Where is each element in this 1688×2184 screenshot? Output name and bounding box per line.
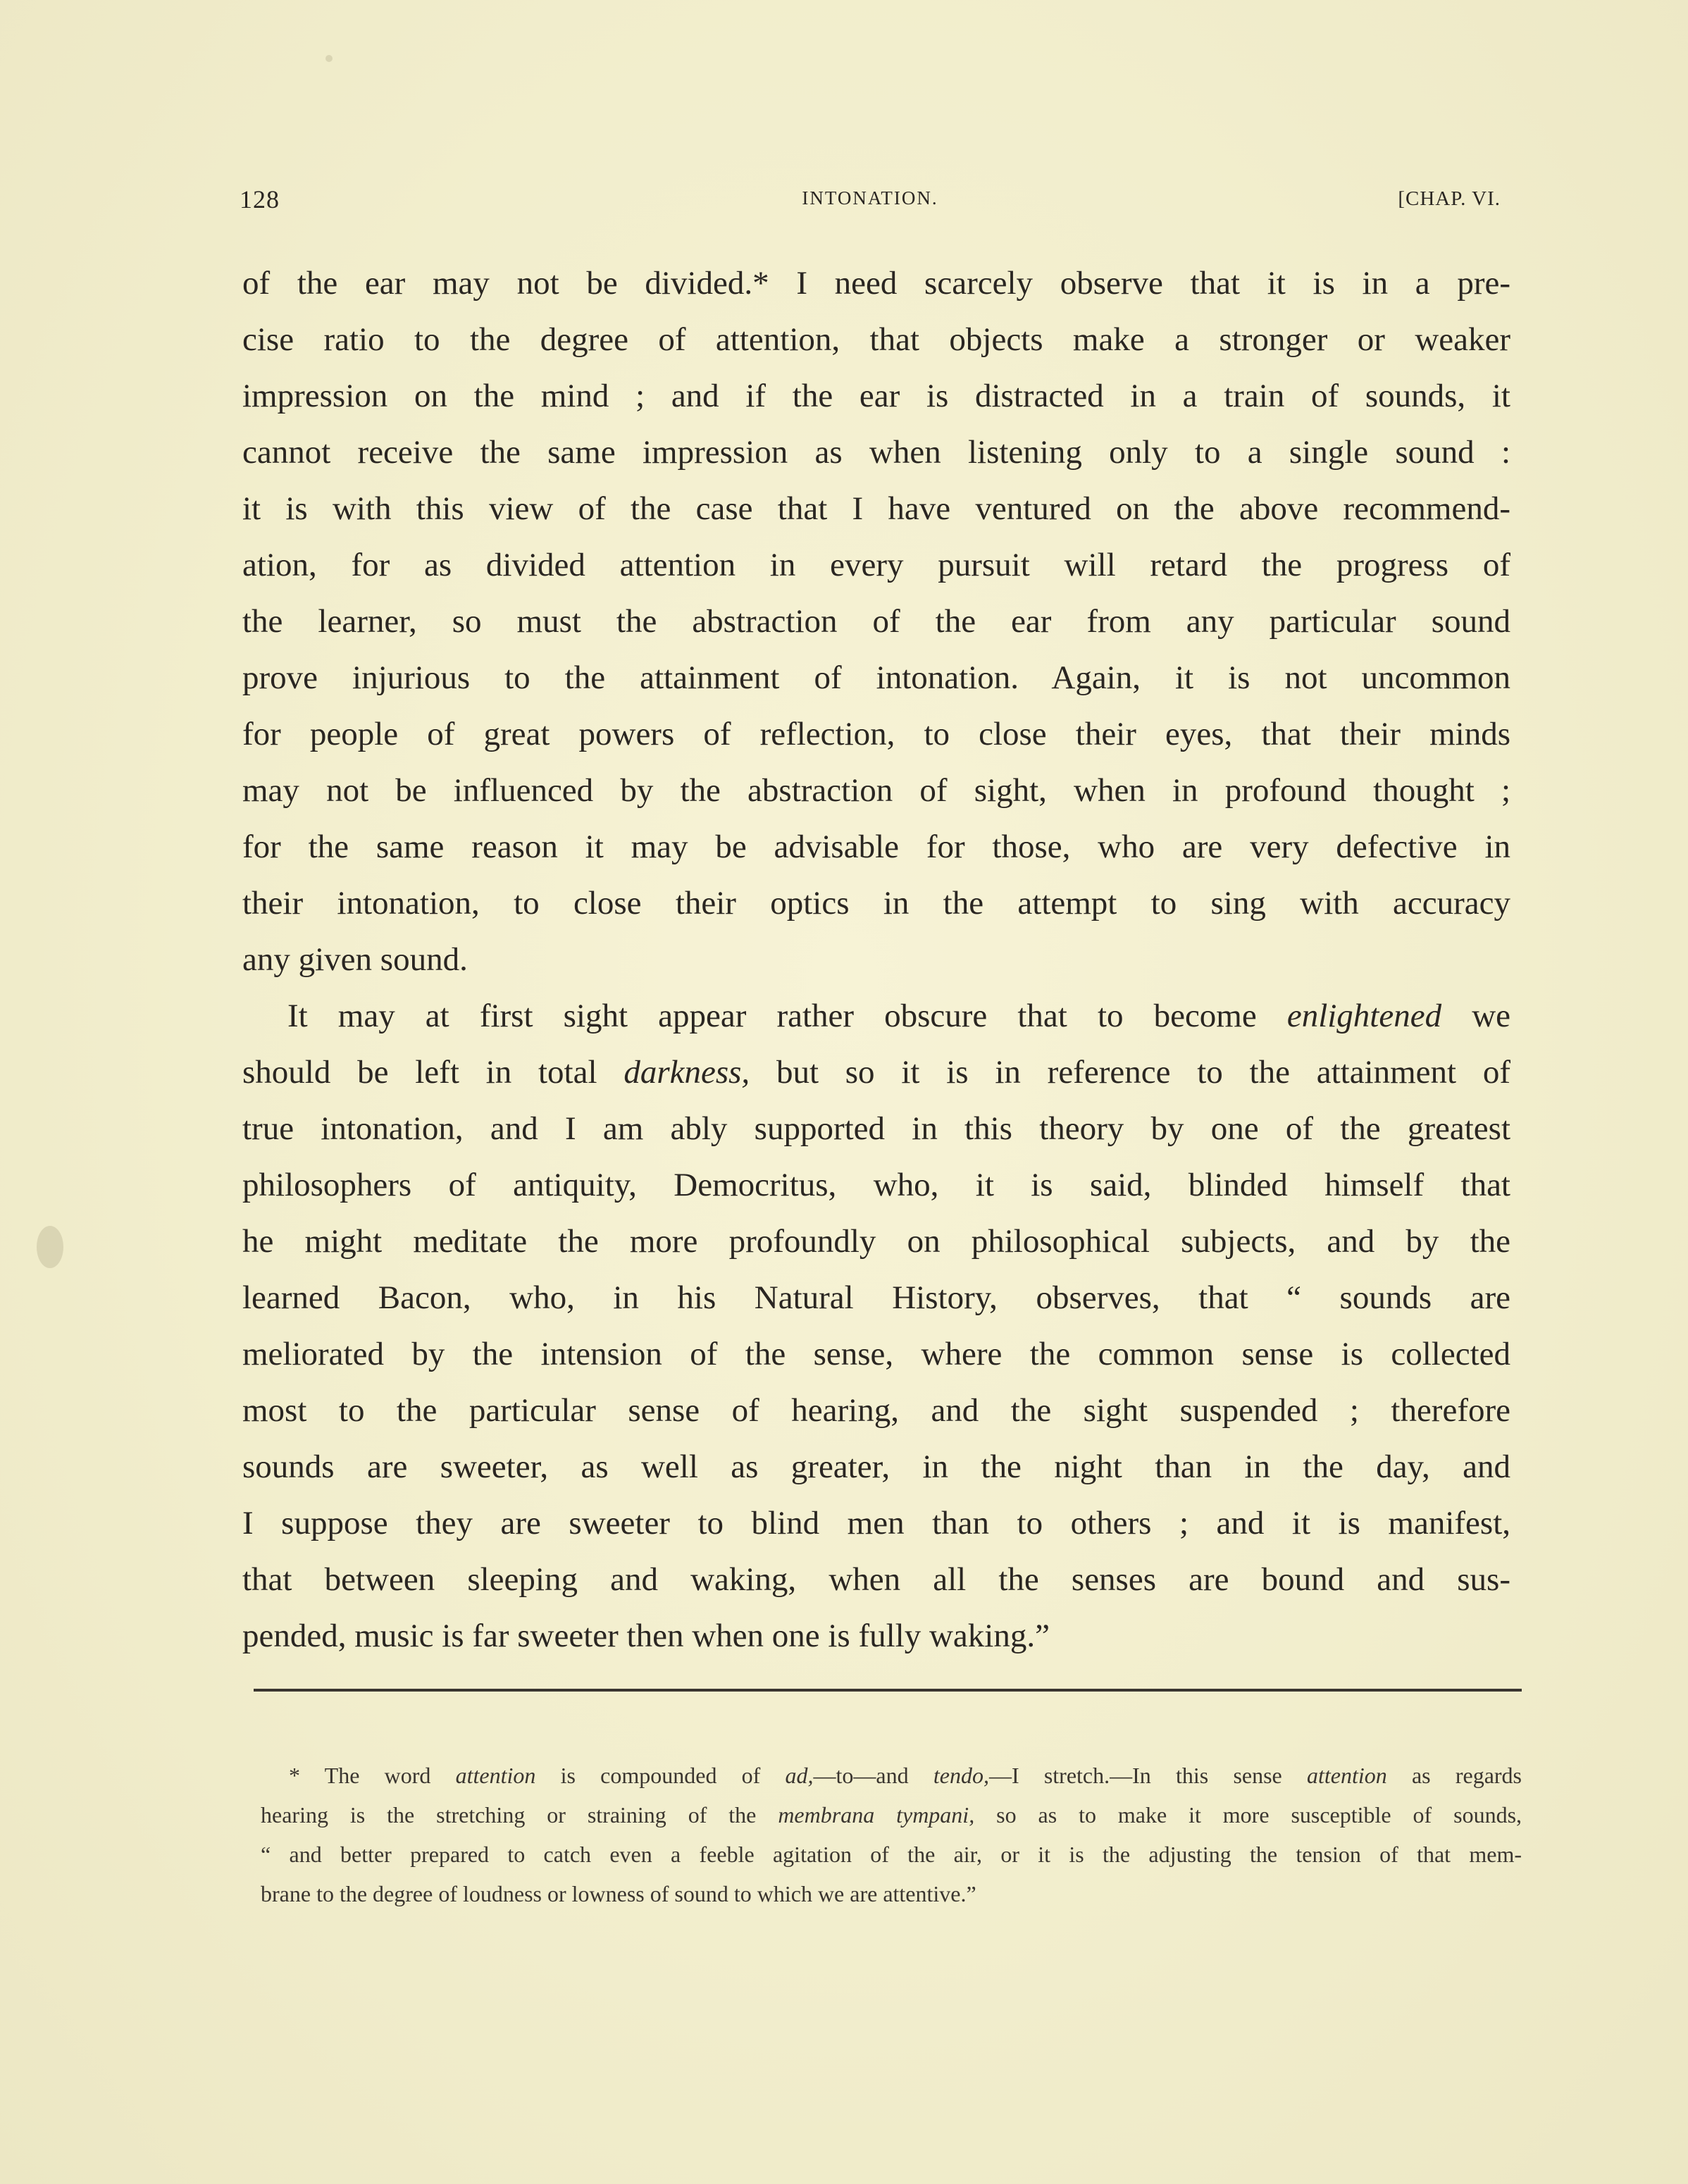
text-run: * The word bbox=[289, 1763, 431, 1788]
text-line: the learner, so must the abstraction of the ear from any particular sound bbox=[242, 603, 1510, 640]
text-run: so as to make it more susceptible of sounds, bbox=[996, 1802, 1522, 1828]
text-line: it is with this view of the case that I have ventured on the above recommend- bbox=[242, 490, 1510, 527]
italic-word: attention bbox=[455, 1763, 536, 1788]
running-title: INTONATION. bbox=[802, 187, 938, 209]
italic-word: tendo, bbox=[933, 1763, 989, 1788]
text-line: I suppose they are sweeter to blind men than to others ; and it is manifest, bbox=[242, 1505, 1510, 1541]
text-run: —to—and bbox=[813, 1763, 909, 1788]
text-line: cise ratio to the degree of attention, that objects make a stronger or weaker bbox=[242, 321, 1510, 358]
paper-smudge bbox=[325, 55, 333, 62]
text-line: most to the particular sense of hearing, and the sight suspended ; therefore bbox=[242, 1392, 1510, 1429]
footnote-line bbox=[261, 1756, 1522, 1795]
text-line: pended, music is far sweeter then when one is fully waking.” bbox=[242, 1618, 1050, 1654]
text-line: for people of great powers of reflection, to close their eyes, that their minds bbox=[242, 716, 1510, 752]
text-line bbox=[242, 988, 1510, 1044]
running-head bbox=[240, 185, 1501, 213]
paper-smudge bbox=[37, 1226, 63, 1268]
footnote bbox=[261, 1756, 1522, 1913]
chapter-label: [CHAP. VI. bbox=[1398, 187, 1501, 210]
text-line: meliorated by the intension of the sense, where the common sense is collected bbox=[242, 1336, 1510, 1372]
footnote-rule bbox=[254, 1689, 1522, 1692]
italic-word: enlightened bbox=[1286, 998, 1442, 1034]
italic-word: membrana tympani, bbox=[778, 1802, 975, 1828]
text-run: but so it is in reference to the attainment of bbox=[776, 1054, 1511, 1091]
text-line: he might meditate the more profoundly on philosophical subjects, and by the bbox=[242, 1223, 1510, 1260]
text-line: ation, for as divided attention in every pursuit will retard the progress of bbox=[242, 547, 1510, 583]
footnote-line: brane to the degree of loudness or lowness of sound to which we are attentive.” bbox=[261, 1881, 976, 1906]
text-run: as regards bbox=[1411, 1763, 1522, 1788]
text-line: prove injurious to the attainment of intonation. Again, it is not uncommon bbox=[242, 659, 1510, 696]
italic-word: ad, bbox=[785, 1763, 814, 1788]
text-run: should be left in total bbox=[242, 1054, 597, 1091]
text-line bbox=[242, 1044, 1510, 1100]
text-run: is compounded of bbox=[560, 1763, 761, 1788]
text-line: cannot receive the same impression as when listening only to a single sound : bbox=[242, 434, 1510, 471]
text-line: learned Bacon, who, in his Natural History, observes, that “ sounds are bbox=[242, 1279, 1510, 1316]
text-run: we bbox=[1472, 998, 1510, 1034]
text-run: It may at first sight appear rather obscure that to become bbox=[287, 998, 1257, 1034]
footnote-line: “ and better prepared to catch even a feeble agitation of the air, or it is the adjusting the tension of that mem- bbox=[261, 1842, 1522, 1867]
footnote-line bbox=[261, 1795, 1522, 1835]
text-line: of the ear may not be divided.* I need scarcely observe that it is in a pre- bbox=[242, 265, 1510, 302]
text-run: —I stretch.—In this sense bbox=[988, 1763, 1282, 1788]
text-line: true intonation, and I am ably supported in this theory by one of the greatest bbox=[242, 1110, 1510, 1147]
text-line: philosophers of antiquity, Democritus, who, it is said, blinded himself that bbox=[242, 1167, 1510, 1203]
text-line: may not be influenced by the abstraction of sight, when in profound thought ; bbox=[242, 772, 1510, 809]
text-run: hearing is the stretching or straining of the bbox=[261, 1802, 757, 1828]
text-line: sounds are sweeter, as well as greater, in the night than in the day, and bbox=[242, 1448, 1510, 1485]
text-line: impression on the mind ; and if the ear is distracted in a train of sounds, it bbox=[242, 378, 1510, 414]
text-line: their intonation, to close their optics in the attempt to sing with accuracy bbox=[242, 885, 1510, 922]
page-number: 128 bbox=[240, 185, 280, 213]
text-line: for the same reason it may be advisable for those, who are very defective in bbox=[242, 829, 1510, 865]
text-line: any given sound. bbox=[242, 941, 468, 978]
text-line: that between sleeping and waking, when all the senses are bound and sus- bbox=[242, 1561, 1510, 1598]
italic-word: attention bbox=[1306, 1763, 1387, 1788]
main-text bbox=[242, 255, 1510, 1664]
italic-word: darkness, bbox=[623, 1054, 750, 1091]
